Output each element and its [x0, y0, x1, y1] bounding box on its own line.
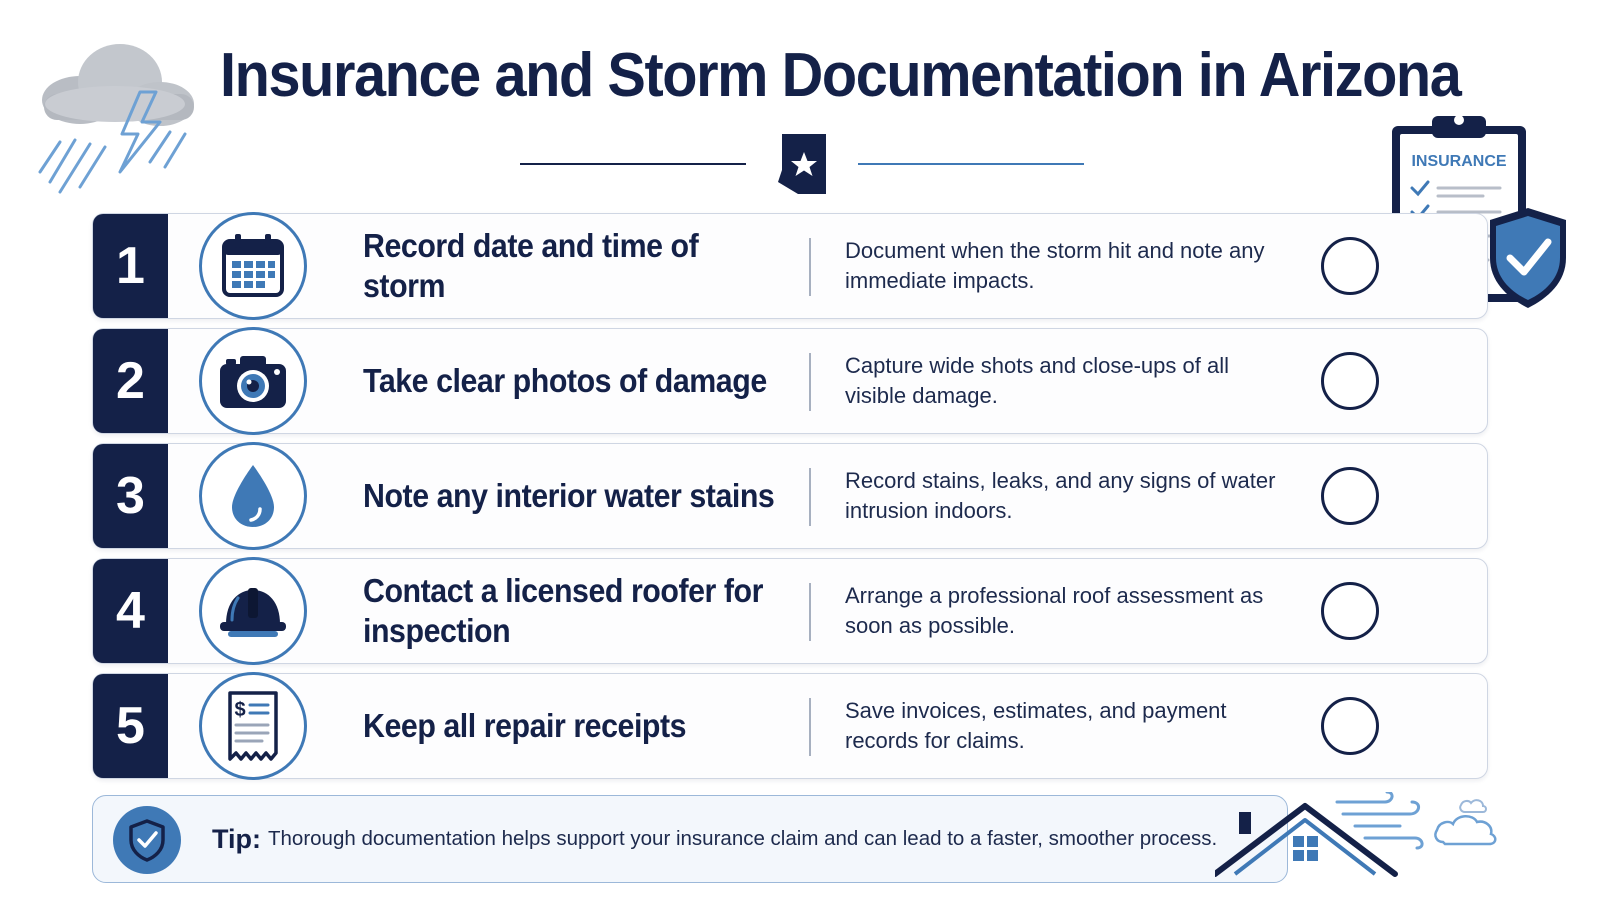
step-icon-wrapper	[199, 557, 307, 665]
step-number: 2	[93, 329, 168, 433]
house-wind-icon	[1215, 792, 1545, 887]
step-description: Document when the storm hit and note any immediate impacts.	[845, 238, 1265, 293]
step-number: 4	[93, 559, 168, 663]
tip-text: Thorough documentation helps support your insurance claim and can lead to a faster, smoother process.	[268, 827, 1218, 850]
receipt-icon	[216, 689, 290, 763]
row-divider	[809, 583, 811, 641]
row-divider	[809, 238, 811, 296]
tip-banner	[92, 795, 1288, 883]
step-title: Keep all repair receipts	[363, 707, 687, 744]
clipboard-label: INSURANCE	[1411, 153, 1507, 170]
calendar-icon	[216, 229, 290, 303]
step-description: Save invoices, estimates, and payment records for claims.	[845, 698, 1227, 753]
step-row-4	[92, 558, 1488, 664]
step-number: 5	[93, 674, 168, 778]
step-2-checkbox[interactable]	[1321, 352, 1379, 410]
storm-cloud-icon	[20, 22, 205, 207]
step-title: Contact a licensed roofer for inspection	[363, 572, 763, 649]
step-row-1	[92, 213, 1488, 319]
step-icon-wrapper	[199, 212, 307, 320]
svg-text:$: $	[234, 699, 246, 721]
steps-list	[92, 213, 1488, 788]
page-title: Insurance and Storm Documentation in Arizona	[220, 41, 1461, 110]
step-description: Arrange a professional roof assessment as soon as possible.	[845, 583, 1264, 638]
title-divider-left	[520, 163, 746, 165]
step-icon-wrapper	[199, 327, 307, 435]
hard-hat-icon	[216, 574, 290, 648]
step-description: Record stains, leaks, and any signs of water intrusion indoors.	[845, 468, 1276, 523]
step-row-2	[92, 328, 1488, 434]
step-icon-wrapper	[199, 672, 307, 780]
camera-icon	[216, 344, 290, 418]
arizona-state-icon	[776, 132, 830, 196]
step-4-checkbox[interactable]	[1321, 582, 1379, 640]
step-title: Take clear photos of damage	[363, 362, 767, 399]
step-number: 3	[93, 444, 168, 548]
step-description: Capture wide shots and close-ups of all visible damage.	[845, 353, 1229, 408]
step-title: Note any interior water stains	[363, 477, 775, 514]
tip-label: Tip:	[212, 823, 261, 854]
step-title: Record date and time of storm	[363, 227, 699, 304]
step-row-5	[92, 673, 1488, 779]
row-divider	[809, 353, 811, 411]
step-icon-wrapper	[199, 442, 307, 550]
step-5-checkbox[interactable]	[1321, 697, 1379, 755]
row-divider	[809, 468, 811, 526]
water-drop-icon	[216, 459, 290, 533]
step-number: 1	[93, 214, 168, 318]
shield-check-icon	[113, 806, 181, 874]
step-row-3	[92, 443, 1488, 549]
row-divider	[809, 698, 811, 756]
title-divider-right	[858, 163, 1084, 165]
step-1-checkbox[interactable]	[1321, 237, 1379, 295]
step-3-checkbox[interactable]	[1321, 467, 1379, 525]
